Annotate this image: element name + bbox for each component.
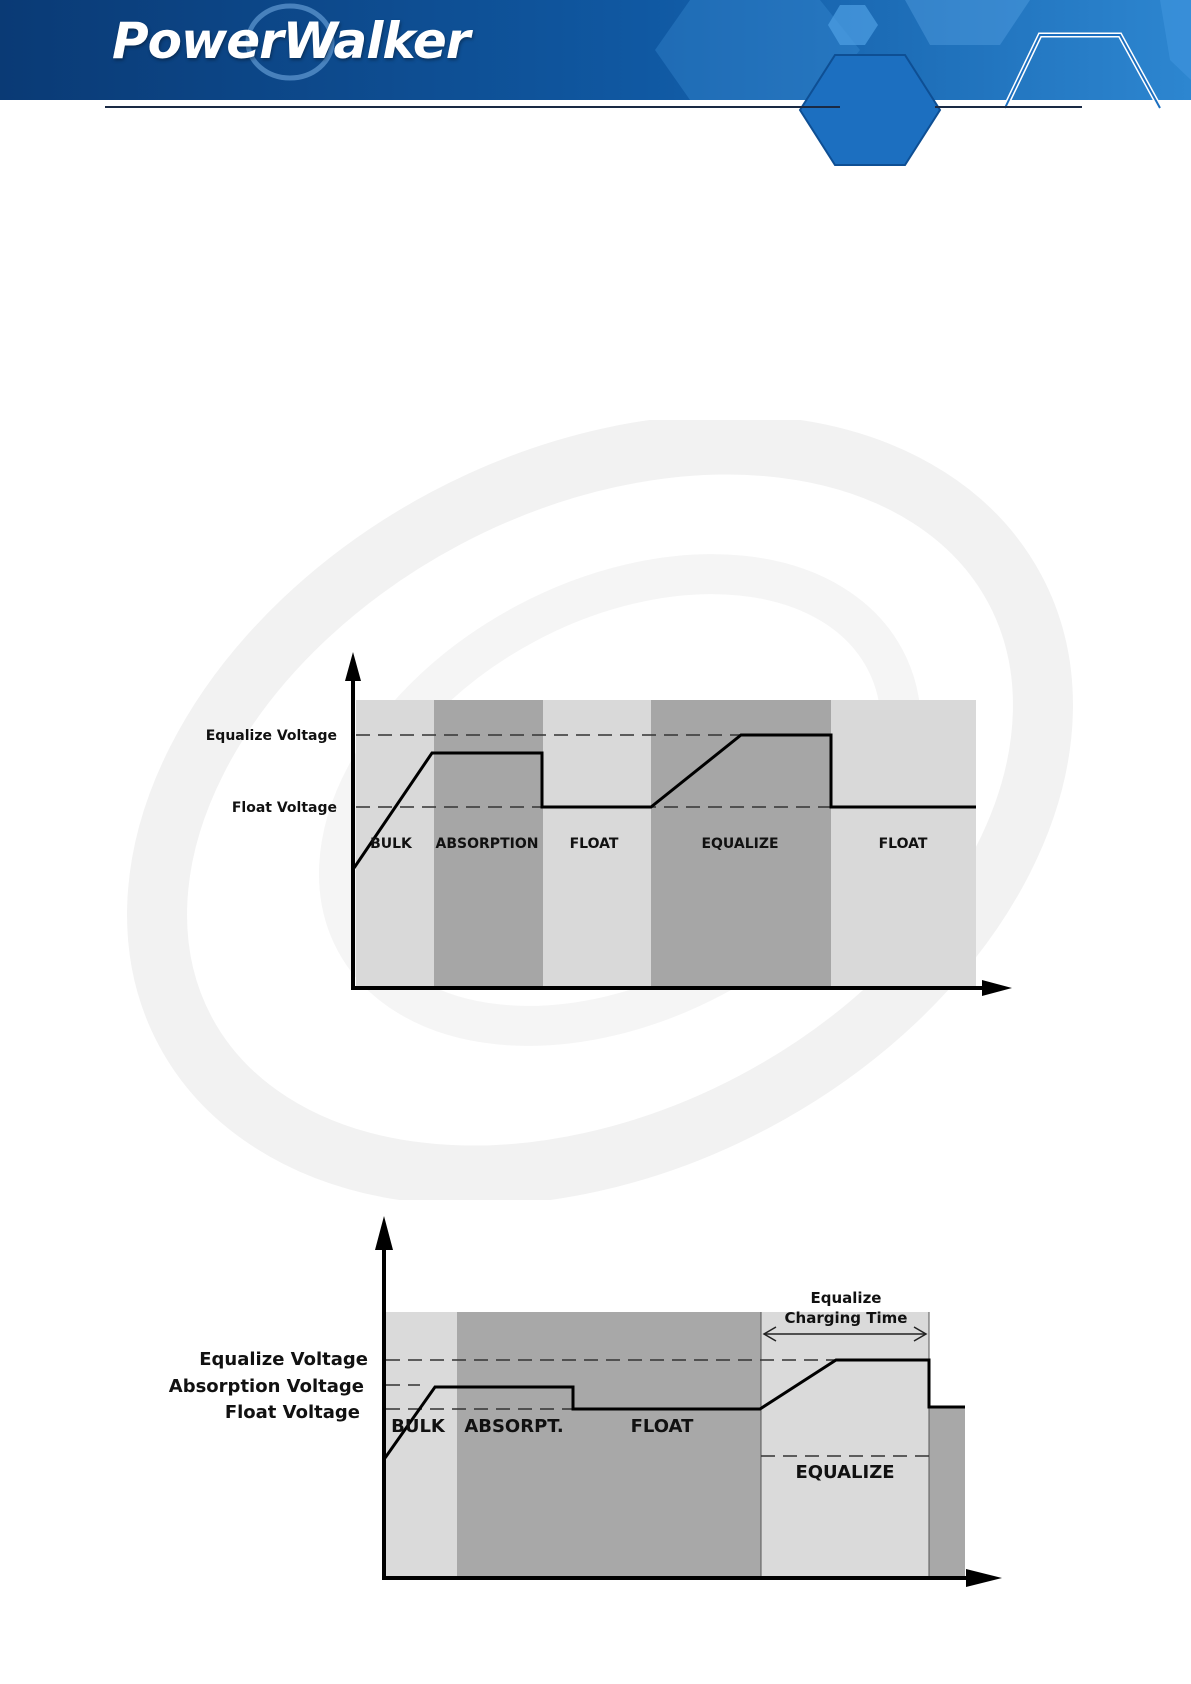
x-axis-arrow-icon [966,1569,1002,1587]
stage-label-bulk: BULK [391,1416,445,1437]
charging-time-label-line2: Charging Time [784,1309,908,1327]
absorption-voltage-label: Absorption Voltage [168,1376,364,1397]
x-axis-arrow-icon [982,980,1012,996]
equalize-voltage-label: Equalize Voltage [199,1349,368,1370]
stage-label-absorpt: ABSORPT. [464,1416,564,1437]
stage-label-equalize: EQUALIZE [795,1462,895,1483]
stage-label-float: FLOAT [569,836,619,852]
charging-diagram-2 [0,1210,1191,1610]
stage-label-float: FLOAT [630,1416,694,1437]
y-axis-arrow-icon [375,1216,393,1250]
brand-logo: PowerWalker [112,12,470,70]
stage-label-float-2: FLOAT [878,836,928,852]
stage-band-equalize [761,1312,929,1579]
equalize-voltage-label: Equalize Voltage [205,728,337,744]
stage-label-equalize: EQUALIZE [701,836,779,852]
charging-diagram-1 [0,640,1191,1010]
float-voltage-label: Float Voltage [224,1402,360,1423]
stage-band-absorpt-float [457,1312,761,1579]
stage-band-float-after [929,1408,965,1579]
float-voltage-label: Float Voltage [231,800,337,816]
charging-time-label-line1: Equalize [810,1289,882,1307]
stage-band-bulk [386,1312,457,1579]
y-axis-arrow-icon [345,652,361,681]
stage-label-bulk: BULK [370,836,412,852]
page-header [0,0,1191,170]
stage-label-absorption: ABSORPTION [435,836,539,852]
